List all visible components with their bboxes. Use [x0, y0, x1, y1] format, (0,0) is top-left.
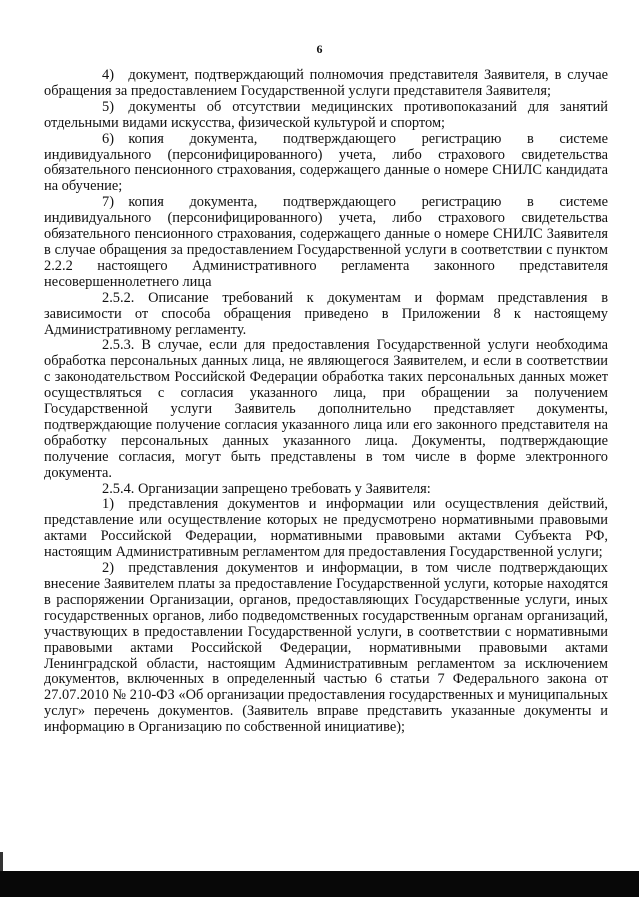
- document-body: [44, 68, 608, 736]
- paragraph-2-5-3: 2.5.3. В случае, если для предоставления Государственной услуги необходима обработка персональных данных лица, не являющегося Заявителем, и если в соответствии с законодательством Российской Федерации обработка таких персональных данных может осуществляться с согласия указанного лица, при обращении за получением Государственной услуги Заявитель дополнительно представляет документы, подтверждающие получение согласия указанного лица или его законного представителя на обработку персональных данных указанного лица. Документы, подтверждающие получение согласия, могут быть представлены в том числе в форме электронного документа.: [44, 337, 608, 481]
- paragraph-item-5: 5) документы об отсутствии медицинских противопоказаний для занятий отдельными видами искусства, физической культурой и спортом;: [44, 98, 608, 131]
- paragraph-2-5-4: 2.5.4. Организации запрещено требовать у Заявителя:: [102, 480, 431, 497]
- paragraph-item-2: 2) представления документов и информации, в том числе подтверждающих внесение Заявителем платы за предоставление Государственной услуги, которые находятся в распоряжении Организации, органов, предоставляющих Государственные услуги, иных государственных органов, либо подведомственных государственным органам организаций, участвующих в предоставлении Государственной услуги, в соответствии с нормативными правовыми актами Российской Федерации, нормативными правовыми актами Ленинградской области, настоящим Административным регламентом за исключением документов, включенных в определенный частью 6 статьи 7 Федерального закона от 27.07.2010 № 210-ФЗ «Об организации предоставления государственных и муниципальных услуг» перечень документов. (Заявитель вправе представить указанные документы и информацию в Организацию по собственной инициативе);: [44, 560, 608, 736]
- paragraph-item-6: 6) копия документа, подтверждающего регистрацию в системе индивидуального (персонифицированного) учета, либо страхового свидетельства обязательного пенсионного страхования, содержащего данные о номере СНИЛС кандидата на обучение;: [44, 130, 608, 195]
- scan-bottom-edge: [0, 871, 639, 897]
- paragraph-item-4: 4) документ, подтверждающий полномочия представителя Заявителя, в случае обращения за предоставлением Государственной услуги представителя Заявителя;: [44, 67, 608, 99]
- paragraph-item-1: 1) представления документов и информации или осуществления действий, представление или осуществление которых не предусмотрено нормативными правовыми актами Российской Федерации, нормативными правовыми актами Субъекта РФ, настоящим Административным регламентом для предоставления Государственной услуги;: [44, 496, 608, 561]
- scan-edge-mark: [0, 852, 3, 872]
- paragraph-2-5-2: 2.5.2. Описание требований к документам и формам представления в зависимости от способа обращения приведено в Приложении 8 к настоящему Административному регламенту.: [44, 289, 608, 338]
- paragraph-item-7: 7) копия документа, подтверждающего регистрацию в системе индивидуального (персонифицированного) учета, либо страхового свидетельства обязательного пенсионного страхования, содержащего данные о номере СНИЛС Заявителя в случае обращения за предоставлением Государственной услуги в соответствии с пунктом 2.2.2 настоящего Административного регламента законного представителя несовершеннолетнего лица: [44, 194, 608, 290]
- page-number: 6: [316, 42, 323, 56]
